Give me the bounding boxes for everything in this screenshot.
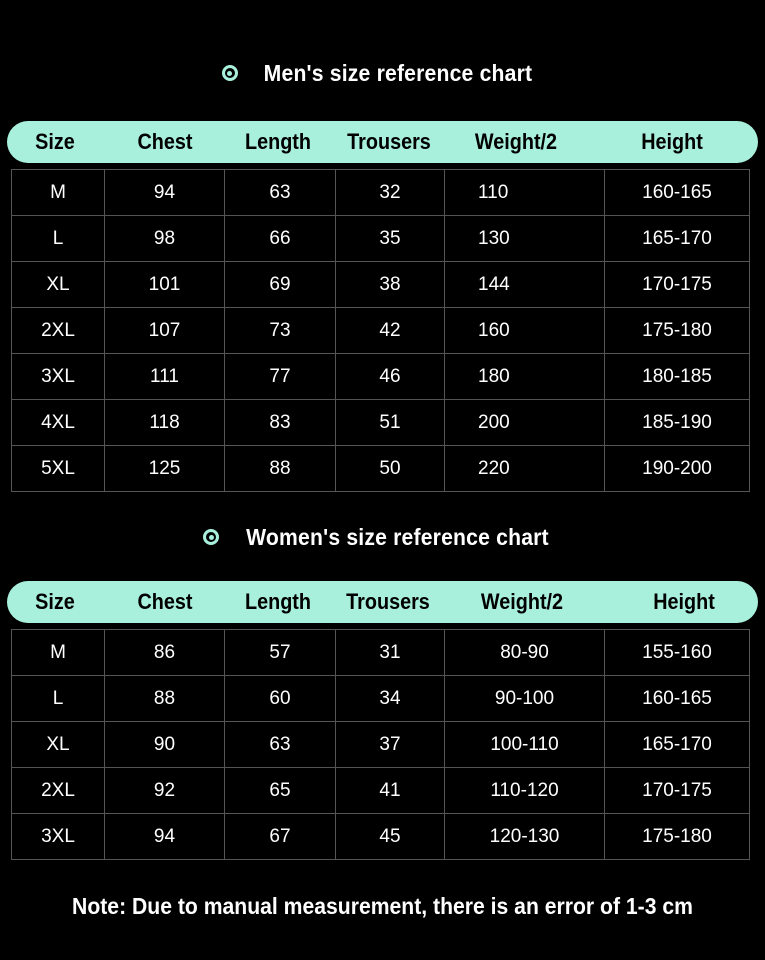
table-cell: 118 — [105, 400, 225, 446]
men-title-text: Men's size reference chart — [263, 59, 532, 86]
table-cell: M — [12, 170, 105, 216]
table-cell: 34 — [336, 676, 445, 722]
table-cell: 83 — [225, 400, 336, 446]
table-cell: 3XL — [12, 354, 105, 400]
column-header-length: Length — [244, 589, 311, 614]
table-cell: 88 — [105, 676, 225, 722]
table-cell: 160 — [445, 308, 605, 354]
table-cell: 144 — [445, 262, 605, 308]
table-cell: 51 — [336, 400, 445, 446]
column-header-height: Height — [641, 129, 703, 154]
table-row — [12, 676, 750, 722]
table-cell: 2XL — [12, 768, 105, 814]
table-cell: 63 — [225, 722, 336, 768]
table-cell: 200 — [445, 400, 605, 446]
table-cell: 65 — [225, 768, 336, 814]
women-header-bar — [7, 581, 758, 623]
table-cell: 101 — [105, 262, 225, 308]
table-row — [12, 630, 750, 676]
table-row — [12, 814, 750, 860]
table-cell: 92 — [105, 768, 225, 814]
table-cell: 130 — [445, 216, 605, 262]
table-cell: 190-200 — [605, 446, 750, 492]
table-cell: 175-180 — [605, 308, 750, 354]
column-header-length: Length — [244, 129, 311, 154]
table-cell: 94 — [105, 814, 225, 860]
table-row — [12, 170, 750, 216]
table-cell: 155-160 — [605, 630, 750, 676]
column-header-size: Size — [35, 589, 75, 614]
table-row — [12, 446, 750, 492]
table-row — [12, 262, 750, 308]
women-title-text: Women's size reference chart — [246, 523, 549, 550]
table-cell: 110-120 — [445, 768, 605, 814]
table-cell: 35 — [336, 216, 445, 262]
column-header-trousers: Trousers — [346, 589, 430, 614]
table-cell: 125 — [105, 446, 225, 492]
column-header-weight-2: Weight/2 — [474, 129, 558, 154]
table-cell: 110 — [445, 170, 605, 216]
table-row — [12, 722, 750, 768]
table-cell: 73 — [225, 308, 336, 354]
table-cell: 67 — [225, 814, 336, 860]
table-cell: XL — [12, 722, 105, 768]
table-cell: 107 — [105, 308, 225, 354]
table-cell: 170-175 — [605, 768, 750, 814]
table-cell: 38 — [336, 262, 445, 308]
column-header-trousers: Trousers — [347, 129, 431, 154]
circle-bullet-icon — [222, 65, 238, 81]
table-cell: 111 — [105, 354, 225, 400]
table-cell: 160-165 — [605, 676, 750, 722]
circle-bullet-icon — [203, 529, 219, 545]
table-row — [12, 768, 750, 814]
men-size-table — [11, 169, 750, 492]
column-header-size: Size — [35, 129, 75, 154]
table-row — [12, 216, 750, 262]
table-cell: 160-165 — [605, 170, 750, 216]
table-cell: 80-90 — [445, 630, 605, 676]
table-cell: 170-175 — [605, 262, 750, 308]
table-row — [12, 400, 750, 446]
table-cell: 2XL — [12, 308, 105, 354]
table-cell: 175-180 — [605, 814, 750, 860]
table-cell: 185-190 — [605, 400, 750, 446]
table-cell: 50 — [336, 446, 445, 492]
column-header-weight-2: Weight/2 — [480, 589, 564, 614]
table-cell: 94 — [105, 170, 225, 216]
table-cell: L — [12, 676, 105, 722]
table-cell: 46 — [336, 354, 445, 400]
table-cell: 180-185 — [605, 354, 750, 400]
measurement-note: Note: Due to manual measurement, there is an error of 1-3 cm — [72, 893, 693, 919]
table-cell: 3XL — [12, 814, 105, 860]
table-cell: 66 — [225, 216, 336, 262]
table-cell: 41 — [336, 768, 445, 814]
table-cell: 86 — [105, 630, 225, 676]
women-section-title — [0, 522, 765, 552]
column-header-chest: Chest — [137, 129, 193, 154]
table-cell: 63 — [225, 170, 336, 216]
table-cell: M — [12, 630, 105, 676]
men-section-title — [0, 58, 765, 88]
table-cell: 32 — [336, 170, 445, 216]
table-cell: 98 — [105, 216, 225, 262]
table-cell: 57 — [225, 630, 336, 676]
table-cell: 165-170 — [605, 722, 750, 768]
table-cell: 120-130 — [445, 814, 605, 860]
table-cell: XL — [12, 262, 105, 308]
table-cell: 5XL — [12, 446, 105, 492]
column-header-chest: Chest — [137, 589, 193, 614]
women-size-table — [11, 629, 750, 860]
table-cell: 4XL — [12, 400, 105, 446]
table-cell: 42 — [336, 308, 445, 354]
table-cell: 90-100 — [445, 676, 605, 722]
men-header-bar — [7, 121, 758, 163]
table-cell: 60 — [225, 676, 336, 722]
table-cell: 45 — [336, 814, 445, 860]
table-cell: 31 — [336, 630, 445, 676]
table-cell: 100-110 — [445, 722, 605, 768]
table-row — [12, 354, 750, 400]
table-cell: 90 — [105, 722, 225, 768]
table-cell: 37 — [336, 722, 445, 768]
table-cell: 77 — [225, 354, 336, 400]
table-row — [12, 308, 750, 354]
table-cell: 220 — [445, 446, 605, 492]
table-cell: 180 — [445, 354, 605, 400]
table-cell: 165-170 — [605, 216, 750, 262]
table-cell: 69 — [225, 262, 336, 308]
table-cell: 88 — [225, 446, 336, 492]
column-header-height: Height — [653, 589, 715, 614]
table-cell: L — [12, 216, 105, 262]
